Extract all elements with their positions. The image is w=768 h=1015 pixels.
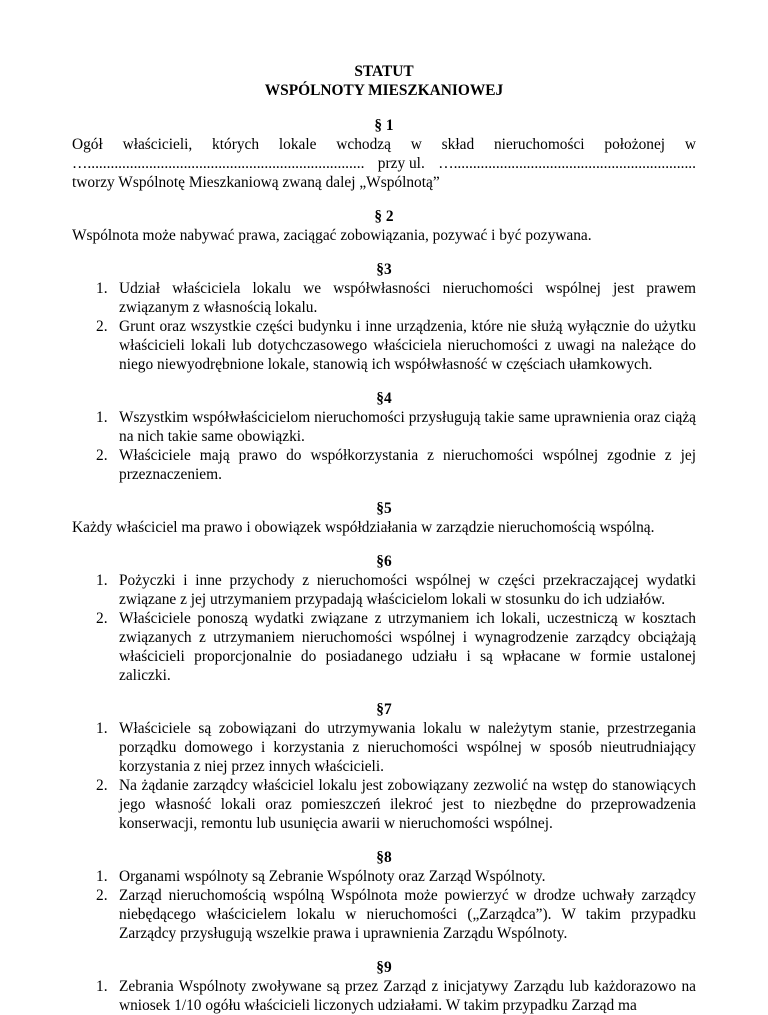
section-heading-4: §4 [376,390,392,407]
item-number: 1. [96,572,108,589]
item-text: Zebrania Wspólnoty zwoływane są przez Zarząd z inicjatywy Zarządu lub każdorazowo na wniosek 1/10 ogółu właścicieli liczonych udziałami. W takim przypadku Zarząd ma [119,978,696,1014]
item-text: Na żądanie zarządcy właściciel lokalu jest zobowiązany zezwolić na wstęp do stanowiących jego własność lokali oraz pomieszczeń ilekroć jest to niezbędne do przeprowadzenia konserwacji, remontu lub usunięcia awarii w nieruchomości wspólnej. [119,777,696,832]
street-label: przy ul. [377,155,425,172]
address-placeholder-dots: …........................................................................ [72,155,365,172]
section-3-list [72,279,696,374]
section-9-list [72,977,696,1015]
list-item [72,719,696,776]
item-number: 1. [96,409,108,426]
section-heading-6: §6 [376,553,392,570]
item-number: 1. [96,978,108,995]
section-heading-2: § 2 [374,208,394,225]
section-heading-5: §5 [376,500,392,517]
item-text: Pożyczki i inne przychody z nieruchomości wspólnej w części przekraczającej wydatki związane z jej utrzymaniem przypadają właścicielom lokali w stosunku do ich udziałów. [119,572,696,608]
section-heading-1: § 1 [374,117,394,134]
item-number: 2. [96,318,108,335]
section-heading-9: §9 [376,959,392,976]
street-placeholder-dots: …............................................................... [438,155,696,172]
list-item [72,446,696,484]
title-line-2: WSPÓLNOTY MIESZKANIOWEJ [264,82,504,99]
list-item [72,408,696,446]
item-text: Zarząd nieruchomością wspólną Wspólnota może powierzyć w drodze uchwały zarządcy niebędącego właścicielem lokalu w nieruchomości („Zarządca”). W takim przypadku Zarządcy przysługują wszelkie prawa i uprawnienia Zarządu Wspólnoty. [119,887,696,942]
section-5-text: Każdy właściciel ma prawo i obowiązek współdziałania w zarządzie nieruchomością wspólną. [72,519,655,536]
item-text: Grunt oraz wszystkie części budynku i inne urządzenia, które nie służą wyłącznie do użytku właścicieli lokali lub dotychczasowego właściciela nieruchomości z uwagi na należące do niego niewyodrębnione lokale, stanowią ich współwłasność w częściach ułamkowych. [119,318,696,373]
section-7-list [72,719,696,833]
section-heading-3: §3 [376,261,392,278]
section-heading-8: §8 [376,849,392,866]
section-1-line-1: Ogół właścicieli, których lokale wchodzą w skład nieruchomości położonej w [72,136,696,153]
list-item [72,776,696,833]
list-item [72,977,696,1015]
item-number: 2. [96,447,108,464]
item-text: Właściciele mają prawo do współkorzystania z nieruchomości wspólnej zgodnie z jej przeznaczeniem. [119,447,696,483]
list-item [72,317,696,374]
section-1-address-line [72,154,696,173]
item-text: Udział właściciela lokalu we współwłasności nieruchomości wspólnej jest prawem związanym z własnością lokalu. [119,280,696,316]
section-6-list [72,571,696,685]
item-number: 1. [96,720,108,737]
section-4-list [72,408,696,484]
item-number: 2. [96,777,108,794]
item-number: 1. [96,868,108,885]
list-item [72,867,696,886]
section-1-line-3: tworzy Wspólnotę Mieszkaniową zwaną dalej „Wspólnotą” [72,174,440,191]
section-2-text: Wspólnota może nabywać prawa, zaciągać zobowiązania, pozywać i być pozywana. [72,227,592,244]
title-line-1: STATUT [354,63,414,80]
item-text: Właściciele są zobowiązani do utrzymywania lokalu w należytym stanie, przestrzegania porządku domowego i korzystania z nieruchomości wspólnej w sposób nieutrudniający korzystania z niej przez innych właścicieli. [119,720,696,775]
section-heading-7: §7 [376,701,392,718]
list-item [72,571,696,609]
list-item [72,886,696,943]
item-text: Wszystkim współwłaścicielom nieruchomości przysługują takie same uprawnienia oraz ciążą na nich takie same obowiązki. [119,409,696,445]
item-number: 1. [96,280,108,297]
section-8-list [72,867,696,943]
list-item [72,279,696,317]
item-number: 2. [96,887,108,904]
item-text: Właściciele ponoszą wydatki związane z utrzymaniem ich lokali, uczestniczą w kosztach związanych z utrzymaniem nieruchomości wspólnej i wynagrodzenie zarządcy obciążają właścicieli proporcjonalnie do posiadanego udziału i są wpłacane w formie ustalonej zaliczki. [119,610,696,684]
item-text: Organami wspólnoty są Zebranie Wspólnoty oraz Zarząd Wspólnoty. [119,868,546,885]
item-number: 2. [96,610,108,627]
document-title [72,62,696,100]
list-item [72,609,696,685]
